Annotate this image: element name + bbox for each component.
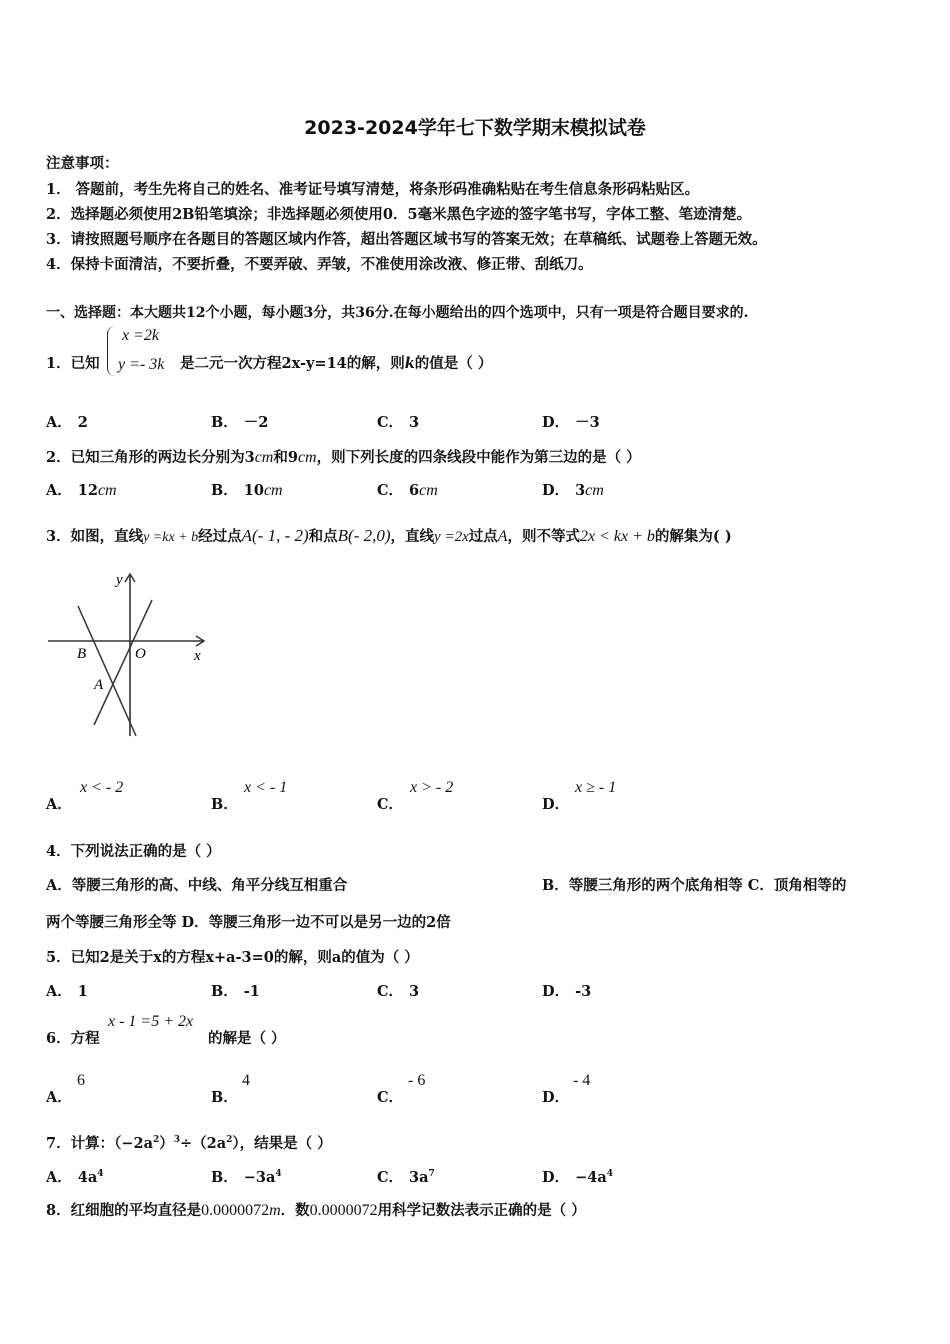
q5-option-b: B． -1 xyxy=(211,983,260,1000)
q1-text: 是二元一次方程2x-y=14的解，则k的值是（ ） xyxy=(180,355,493,372)
q1-option-a: A． 2 xyxy=(46,414,88,431)
q3-option-d-label: D． xyxy=(542,796,570,813)
line-y-kx-b xyxy=(78,606,136,736)
q7-option-a: A． $4a^4$ xyxy=(46,1169,104,1186)
q2-option-d: D． 3cm xyxy=(542,482,604,499)
q3-graph xyxy=(44,568,214,738)
q3-option-c-label: C． xyxy=(377,796,404,813)
q7-option-c: C． $3a^7$ xyxy=(377,1169,435,1186)
q6-equation: x - 1 =5 + 2x xyxy=(108,1013,194,1030)
q5-text: 5．已知2是关于x的方程x+a-3=0的解，则a的值为（ ） xyxy=(46,949,419,966)
notice-heading: 注意事项： xyxy=(46,155,119,172)
notice-item-2: 2．选择题必须使用2B铅笔填涂；非选择题必须使用0．5毫米黑色字迹的签字笔书写，字体工整、笔迹清楚。 xyxy=(46,206,752,223)
q6-text: 的解是（ ） xyxy=(208,1030,286,1047)
origin-label: O xyxy=(135,646,146,662)
section-heading: 一、选择题：本大题共12个小题，每小题3分，共36分.在每小题给出的四个选项中，只有一项是符合题目要求的. xyxy=(46,305,749,321)
q5-option-a: A． 1 xyxy=(46,983,88,1000)
q3-option-a-label: A． xyxy=(46,796,72,813)
point-a-label: A xyxy=(94,677,104,693)
q2-option-b: B． 10cm xyxy=(211,482,283,499)
q3-option-d: x ≥ - 1 xyxy=(575,779,617,796)
notice-item-4: 4．保持卡面清洁，不要折叠，不要弄破、弄皱，不准使用涂改液、修正带、刮纸刀。 xyxy=(46,256,593,273)
q4-option-b-c: B．等腰三角形的两个底角相等 C．顶角相等的 xyxy=(542,877,847,894)
q1-number: 1．已知 xyxy=(46,355,100,372)
q5-option-c: C． 3 xyxy=(377,983,420,1000)
q6-option-d: - 4 xyxy=(573,1072,591,1089)
q6-option-a: 6 xyxy=(77,1072,85,1089)
q6-option-d-label: D． xyxy=(542,1089,570,1106)
q6-option-b: 4 xyxy=(242,1072,250,1089)
q7-option-d: D． $-4a^4$ xyxy=(542,1169,613,1186)
notice-item-1: 1． 答题前，考生先将自己的姓名、准考证号填写清楚，将条形码准确粘贴在考生信息条形码粘贴区。 xyxy=(46,181,700,198)
q5-option-d: D． -3 xyxy=(542,983,592,1000)
q4-option-a: A．等腰三角形的高、中线、角平分线互相重合 xyxy=(46,877,348,894)
x-label: x xyxy=(194,648,201,664)
q6-option-b-label: B． xyxy=(211,1089,238,1106)
q1-eq1: x =2k xyxy=(122,327,159,344)
point-b-label: B xyxy=(77,646,87,662)
q4-option-c-d: 两个等腰三角形全等 D．等腰三角形一边不可以是另一边的2倍 xyxy=(46,914,451,931)
y-label: y xyxy=(116,572,123,588)
q7-text: 7．计算：$(-2a^2)^3\div(2a^2)$，结果是（ ） xyxy=(46,1135,332,1152)
notice-item-3: 3．请按照题号顺序在各题目的答题区域内作答，超出答题区域书写的答案无效；在草稿纸、试题卷上答题无效。 xyxy=(46,231,767,248)
q2-option-a: A． 12cm xyxy=(46,482,117,499)
q3-option-b: x < - 1 xyxy=(244,779,288,796)
q3-option-b-label: B． xyxy=(211,796,238,813)
q8-text: 8．红细胞的平均直径是0.0000072m．数0.0000072用科学记数法表示正确的是（ ） xyxy=(46,1202,586,1219)
q2-text: 2．已知三角形的两边长分别为3cm和9cm，则下列长度的四条线段中能作为第三边的是（ ） xyxy=(46,449,641,466)
q3-text: 3．如图，直线y =kx + b经过点A(- 1, - 2)和点B(- 2,0)，直线y =2x过点A，则不等式2x < kx + b的解集为( ) xyxy=(46,526,732,545)
q3-option-c: x > - 2 xyxy=(410,779,454,796)
q6-option-a-label: A． xyxy=(46,1089,72,1106)
q1-option-b: B． －2 xyxy=(211,414,269,431)
q7-option-b: B． $-3a^4$ xyxy=(211,1169,282,1186)
q6-option-c: - 6 xyxy=(408,1072,426,1089)
q1-option-d: D． －3 xyxy=(542,414,600,431)
q6-label: 6．方程 xyxy=(46,1030,100,1047)
q1-brace xyxy=(107,326,116,376)
page-title: 2023-2024学年七下数学期末模拟试卷 xyxy=(304,117,646,139)
q2-option-c: C． 6cm xyxy=(377,482,438,499)
q4-text: 4．下列说法正确的是（ ） xyxy=(46,843,221,860)
q6-option-c-label: C． xyxy=(377,1089,404,1106)
q1-option-c: C． 3 xyxy=(377,414,420,431)
q3-option-a: x < - 2 xyxy=(80,779,124,796)
q1-eq2: y =- 3k xyxy=(118,356,165,373)
